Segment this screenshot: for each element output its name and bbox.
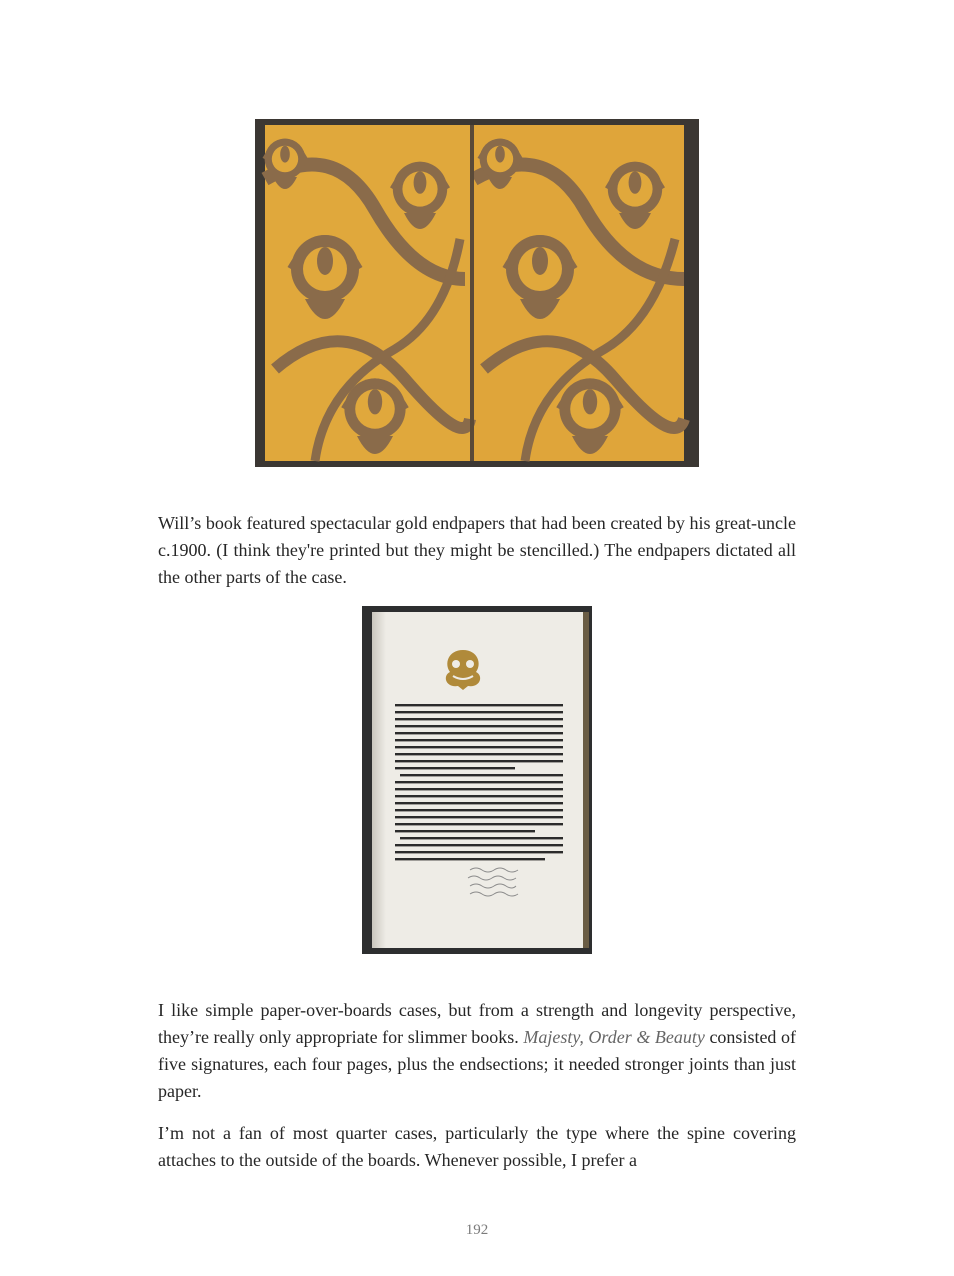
page-number: 192 — [465, 1222, 489, 1238]
paragraph-quarter-cases: I’m not a fan of most quarter cases, particularly the type where the spine covering attaches to the outside of the boards. Whenever possible, I prefer a — [158, 1123, 796, 1170]
paragraph-case-structure — [158, 997, 796, 1105]
book-title: Majesty, Order & Beauty — [523, 1027, 705, 1047]
endpapers-illustration — [255, 119, 699, 467]
gold-endpapers-photo — [255, 119, 699, 467]
paragraph-case-structure-tail: consisted of five signatures, each four pages, plus the endsections; it needed stronger joints than just paper. — [158, 1027, 796, 1101]
colophon-text-block — [362, 606, 592, 954]
paragraph-endpapers: Will’s book featured spectacular gold endpapers that had been created by his great-uncle c.1900. (I think they're printed but they might be stencilled.) The endpapers dictated all the other parts of the case. — [158, 513, 796, 587]
paragraph-case-structure-lead: I like simple paper-over-boards cases, but from a strength and longevity perspective, they’re really only appropriate for slimmer books. — [158, 1000, 796, 1047]
colophon-page-photo — [362, 606, 592, 954]
